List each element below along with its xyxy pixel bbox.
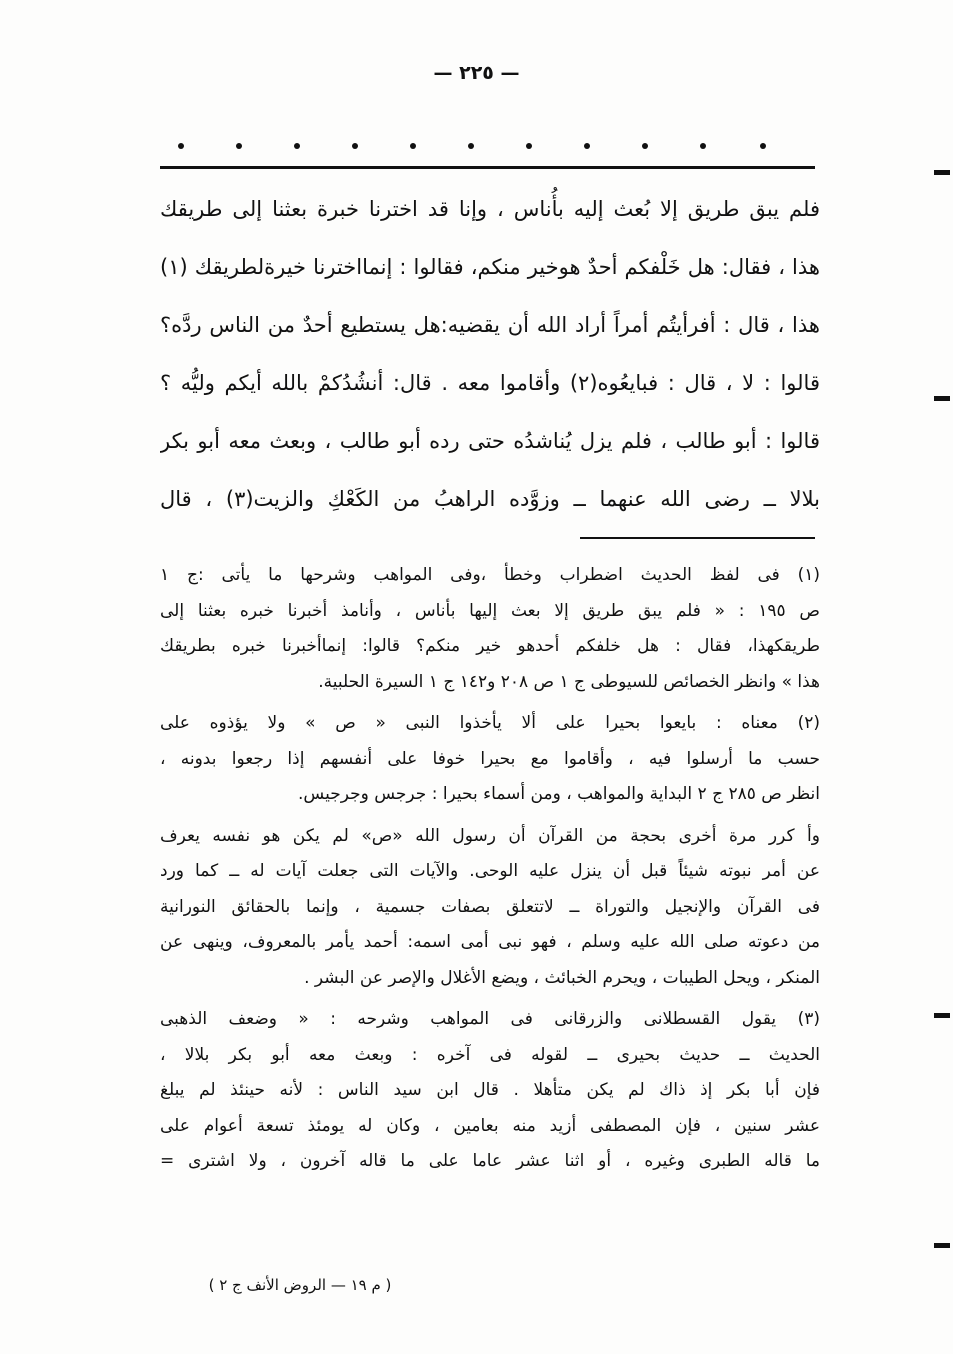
margin-mark bbox=[934, 396, 950, 401]
footnote-line: انظر ص ٢٨٥ ج ٢ البداية والمواهب ، ومن أسماء بحيرا : جرجس وجرجيس. bbox=[298, 784, 820, 804]
ornament-dot bbox=[236, 143, 242, 149]
main-text-line: قالوا : لا ، قال : فبايعُوه(٢) وأقاموا معه . قال: أنشُدُكمْ بالله أيكم وليُّه ؟ bbox=[160, 371, 820, 395]
main-text-line: قالوا : أبو طالب ، فلم يزل يُناشدُه حتى رده أبو طالب ، وبعث معه أبو بكر bbox=[160, 429, 820, 453]
footnote-line: حسب ما أرسلوا فيه ، وأقاموا مع بحيرا خوفا على أنفسهم إذا رجعوا بدونه ، bbox=[160, 748, 820, 769]
main-text-line: هذا ، قال : أفرأيتُم أمراً أراد الله أن يقضيه:هل يستطيع أحدٌ من الناس ردَّه؟ bbox=[160, 313, 820, 337]
footnote-line: عن أمر نبوته شيئاً قبل أن ينزل عليه الوحى. والآيات التى جعلت آيات له ــ كما ورد bbox=[160, 861, 820, 881]
ornament-dot bbox=[352, 143, 358, 149]
footnote-2 bbox=[160, 706, 820, 813]
footnote-line: (٢) معناه : بايعوا بحيرا على ألا يأخذوا النبى « ص » ولا يؤذوه على bbox=[160, 713, 820, 733]
footnote-line: (٣) يقول القسطلانى والزرقانى فى المواهب وشرحه : « وضعف الذهبى bbox=[160, 1009, 820, 1029]
ornament-dot bbox=[700, 143, 706, 149]
ornament-dot bbox=[468, 143, 474, 149]
top-rule bbox=[160, 166, 815, 169]
footnote-1 bbox=[160, 558, 820, 700]
author-note bbox=[160, 819, 820, 997]
ornament-dot bbox=[584, 143, 590, 149]
ornament-dot bbox=[178, 143, 184, 149]
footnote-line: عشر سنين ، فإن المصطفى أزيد منه بعامين ، وكان له يومئذ تسعة أعوام على bbox=[160, 1115, 820, 1136]
footnote-line: طريقكهذا، فقال : هل خلفكم أحدهو خير منكم؟ قالوا: إنماأخبرنا خبره بطريقك bbox=[160, 636, 820, 656]
margin-mark bbox=[934, 170, 950, 175]
footnote-line: الحديث ــ حديث بحيرى ــ لقوله فى آخره : وبعث معه أبو بكر بلالا ، bbox=[160, 1044, 820, 1065]
footnote-line: ما قاله الطبرى وغيره ، أو اثنا عشر عاما على ما قاله آخرون ، ولا اشترى = bbox=[160, 1151, 820, 1171]
footnote-line: المنكر ، ويحل الطيبات ، ويحرم الخبائث ، ويضع الأغلال والإصر عن البشر . bbox=[304, 967, 820, 988]
footnote-line: (١) فى لفظ الحديث اضطراب وخطأ ،وفى المواهب وشرحها ما يأتى :ج ١ bbox=[160, 565, 820, 585]
footnote-line: ص ١٩٥ : « فلم يبق طريق إلا بعث إليها بأناس ، وأنامذ أخبرنا خبره بعثنا إلى bbox=[160, 600, 820, 621]
ornament-dot bbox=[526, 143, 532, 149]
ornament-dot bbox=[294, 143, 300, 149]
ornament-dot bbox=[642, 143, 648, 149]
footnote-3 bbox=[160, 1002, 820, 1180]
main-text bbox=[160, 180, 820, 528]
page-number: — ٢٢٥ — bbox=[433, 62, 520, 84]
main-text-line: بلالا ــ رضى الله عنهما ــ وزوَّده الراهبُ من الكَعْكِ والزيت(٣) ، قال bbox=[160, 487, 820, 511]
ornament-dot bbox=[410, 143, 416, 149]
footnote-line: هذا » وانظر الخصائص للسيوطى ج ١ ص ٢٠٨ و١٤٢ ج ١ السيرة الحلبية. bbox=[318, 671, 820, 692]
footnote-line: فى القرآن والإنجيل والتوراة ــ لاتتعلق بصفات جسمية ، وإنما بالحقائق النورانية bbox=[160, 896, 820, 917]
margin-mark bbox=[934, 1243, 950, 1248]
margin-mark bbox=[934, 1013, 950, 1018]
footnotes bbox=[160, 558, 820, 1186]
footnote-rule bbox=[580, 537, 815, 539]
main-text-line: فلم يبق طريق إلا بُعث إليه بأُناس ، وإنا قد اخترنا خبرة بعثنا إلى طريقك bbox=[160, 197, 820, 221]
footnote-line: من دعوته صلى الله عليه وسلم ، فهو نبى أمى اسمه: أحمد يأمر بالمعروف، وينهى عن bbox=[160, 932, 820, 952]
page-signature: ( م ١٩ — الروض الأنف ج ٢ ) bbox=[208, 1276, 392, 1294]
ornament-dots bbox=[170, 137, 790, 157]
ornament-dot bbox=[760, 143, 766, 149]
main-text-line: هذا ، فقال: هل خَلْفكم أحدٌ هوخير منكم، فقالوا : إنمااخترنا خيرةلطريقك (١) bbox=[160, 255, 820, 279]
footnote-line: وأ كرر مرة أخرى بحجة من القرآن أن رسول الله «ص» لم يكن هو نفسه يعرف bbox=[160, 825, 820, 846]
footnote-line: فإن أبا بكر إذ ذاك لم يكن متأهلا . قال ابن سيد الناس : لأنه حينئذ لم يبلغ bbox=[160, 1080, 820, 1100]
